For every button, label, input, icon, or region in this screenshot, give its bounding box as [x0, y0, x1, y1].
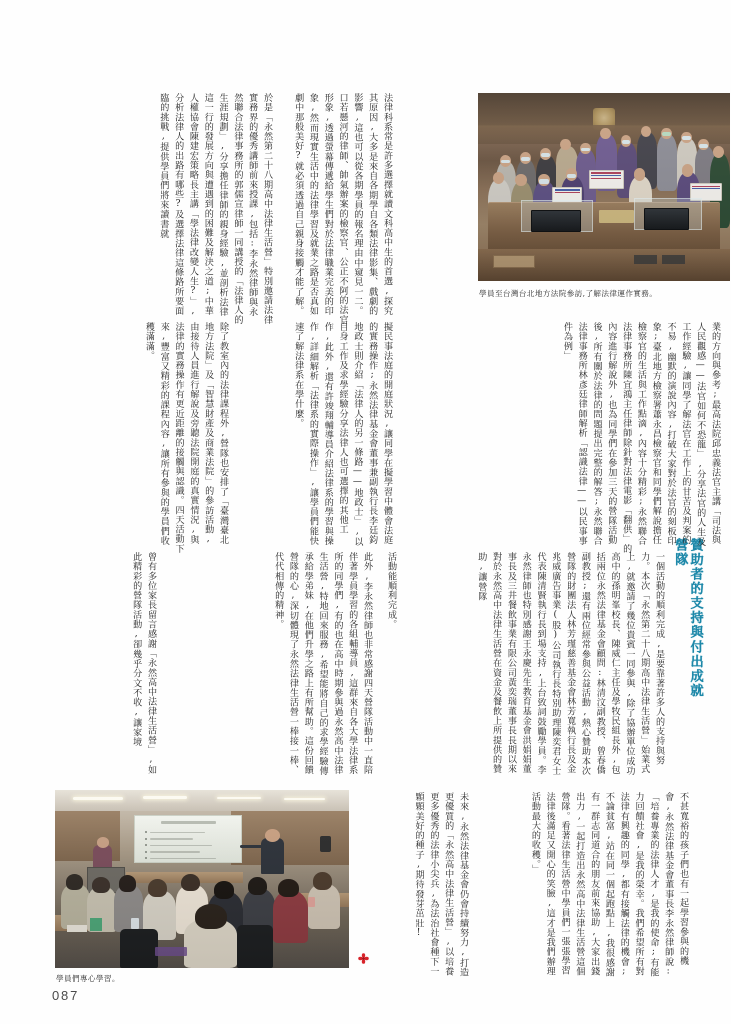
article-block-bottom-left-1: 活動能順利完成。	[386, 552, 396, 630]
article-block-bottom-right-1: 不甚寬裕的孩子們也有一起學習參與的機會,永然法律基金會董事長李永然律師說:「培養專業的法律人才,是我的使命;有能力回饋社會,是我的榮幸。我們希望所有對法律有興趣的同學,都有接觸法律的機會;不論貧富,站在同一個起跑點上,我很感謝有一群志同道合的朋友前來協助,大家出錢出力,一起打造出永然高中法律生活營這個營隊。看著法律生活營中學員們一張張學習法律後滿足又開心的笑臉,這才是我們辦理活動最大的收穫。」	[529, 792, 688, 978]
courtroom-photo-caption: 學員至台灣台北地方法院參訪,了解法律運作實務。	[479, 289, 658, 298]
article-block-bottom-left-2: 此外,李永然律師也非常感謝四天營隊活動中一直陪伴著學員學習的各組輔導員,這群來自各大學法律系所的同學們,有的也在高中時期參與過永然高中法律生活營,特地回來服務,希望能將自己的求學經驗傳承給學弟妹,在他們升學之路上有所幫助。這份回饋營隊的心,深切體現了永然法律生活營一棒接一棒、代代相傳的精神。	[273, 552, 372, 776]
end-mark-flower-icon	[358, 949, 369, 960]
courtroom-visit-photo	[478, 93, 730, 281]
article-block-low-left-1: 擬民事法庭的開庭狀況,讓同學在擬學習中體會法庭的實務操作;永然法律基金會董事兼副執行長李廷鈞地政士則介紹「法律人的另一條路——地政士」,以自身工作及求學經驗分享法律人也可選擇的其他工作,此外,還有許竣翔輔導員介紹法律系的學習與操作,詳細解析「法律系的實際操作」,讓學員們能快速了解法律系在學什麼。	[293, 322, 392, 547]
article-block-bottom-right-2: 未來,永然法律基金會仍會持續努力,打造更優質的「永然高中法律生活營」,以培養更多優秀的法律小尖兵,為法治社會種下一顆顆美好的種子,期待發芽茁壯!	[413, 792, 468, 978]
section-heading: 贊助者的支持與付出成就營隊	[672, 538, 703, 698]
classroom-photo-caption: 學員們專心學習。	[56, 974, 120, 983]
classroom-lecture-photo	[55, 790, 349, 968]
article-block-top-left-1: 法律科系常是許多選擇就讀文科高中生的首選,探究其原因,大多是來自各期學自各類法律影集、戲劇的影響,這也可以從各期學員的報名理由中窺見一二。口若懸河的律師、帥氣辦案的檢察官、公正不阿的法官形象,透過螢幕傳遞給學生們對於法律職業完美的印象,然而現實生活中的法律學習及就業之路是否真如劇中那般美好?就必須透過自己親身接觸才能了解。	[293, 93, 392, 325]
article-block-top-left-2: 於是「永然第二十八期高中法律生活營」特別邀請法律實務界的優秀講師前來授課,包括:李永然律師與永然聯合法律事務所的郭儒宣律師一同講授的「法律人的生涯規劃」,分享擔任律師的親身經驗,並剖析法律這一行的發展方向與遭遇到的困難及解決之道;中華人權協會陳建宏策略長主講「學法律改變人生?」,分析法律人的出路有哪些?及選擇法律這條路所要面臨的挑戰,提供學員們將來讀書就	[158, 93, 272, 325]
article-block-low-left-2: 除了教室內的法律課程外,營隊也安排了「臺灣臺北地方法院」及「智慧財產及商業法院」的參訪活動,由接待人員進行解說及旁聽法院開庭的真實情況,與法律的實務操作有更近距離的接觸與認識。四天活動下來,豐富又精彩的課程內容,讓所有參與的學員們收穫滿滿。	[143, 322, 228, 554]
article-block-mid-left: 業的方向與參考;最高法院邱忠義法官主講「司法與人民觀感——法官如何不恐龍」,分享法官的人生及工作經驗,讓同學了解法官在工作上的甘苦及判案的不易,幽默的演說內容,打破大家對於法官的刻板印象;臺北地方檢察署蕭永昌檢察官和同學們解說擔任檢察官的生活與工作點滴,內容十分精彩;永然聯合法律事務所陳宜鴻主任律師除針對法律電影「翻供」的內容進行解說外,也為同學們在參加三天的營隊活動後,所有關於法律的問題提出完整的解答;永然聯合法律事務所林彥廷律師解析「認識法律——以民事事件為例」	[561, 322, 720, 554]
article-block-bottom-left-3: 曾有多位家長留言感謝「永然高中法律生活營」,如此精彩的營隊活動,卻幾乎分文不收,讓家境	[131, 552, 156, 775]
page-number: 087	[52, 988, 80, 1003]
article-block-sponsor: 一個活動的順利完成,是要靠著許多人的支持與努力。本次「永然第二十八期高中法律生活營」始業式上,就邀請了幾位貴賓一同參與,除了協辦單位成功高中的孫明峯校長、陳威仁主任及學牧民組長外,包括兩位永然法律基金會顧問:林清汶副教授、曾春僑副教授;還有兩位經常參與公益活動,熱心贊助本次營隊的財團法人林芳瑾慈善基金會林芳寬執行長及金兆威廣告事業(股)公司執行長特別助理陳奕君女士代表陳清賢執行長到場支持,上台致詞鼓勵學員。李永然律師也特別感謝王永慶先生教育基金會洪娟娟董事長及三井餐飲事業有限公司黃奕瑞董事長長期以來對於永然高中法律生活營在資金及餐飲上所提供的贊助,讓營隊	[476, 552, 664, 776]
